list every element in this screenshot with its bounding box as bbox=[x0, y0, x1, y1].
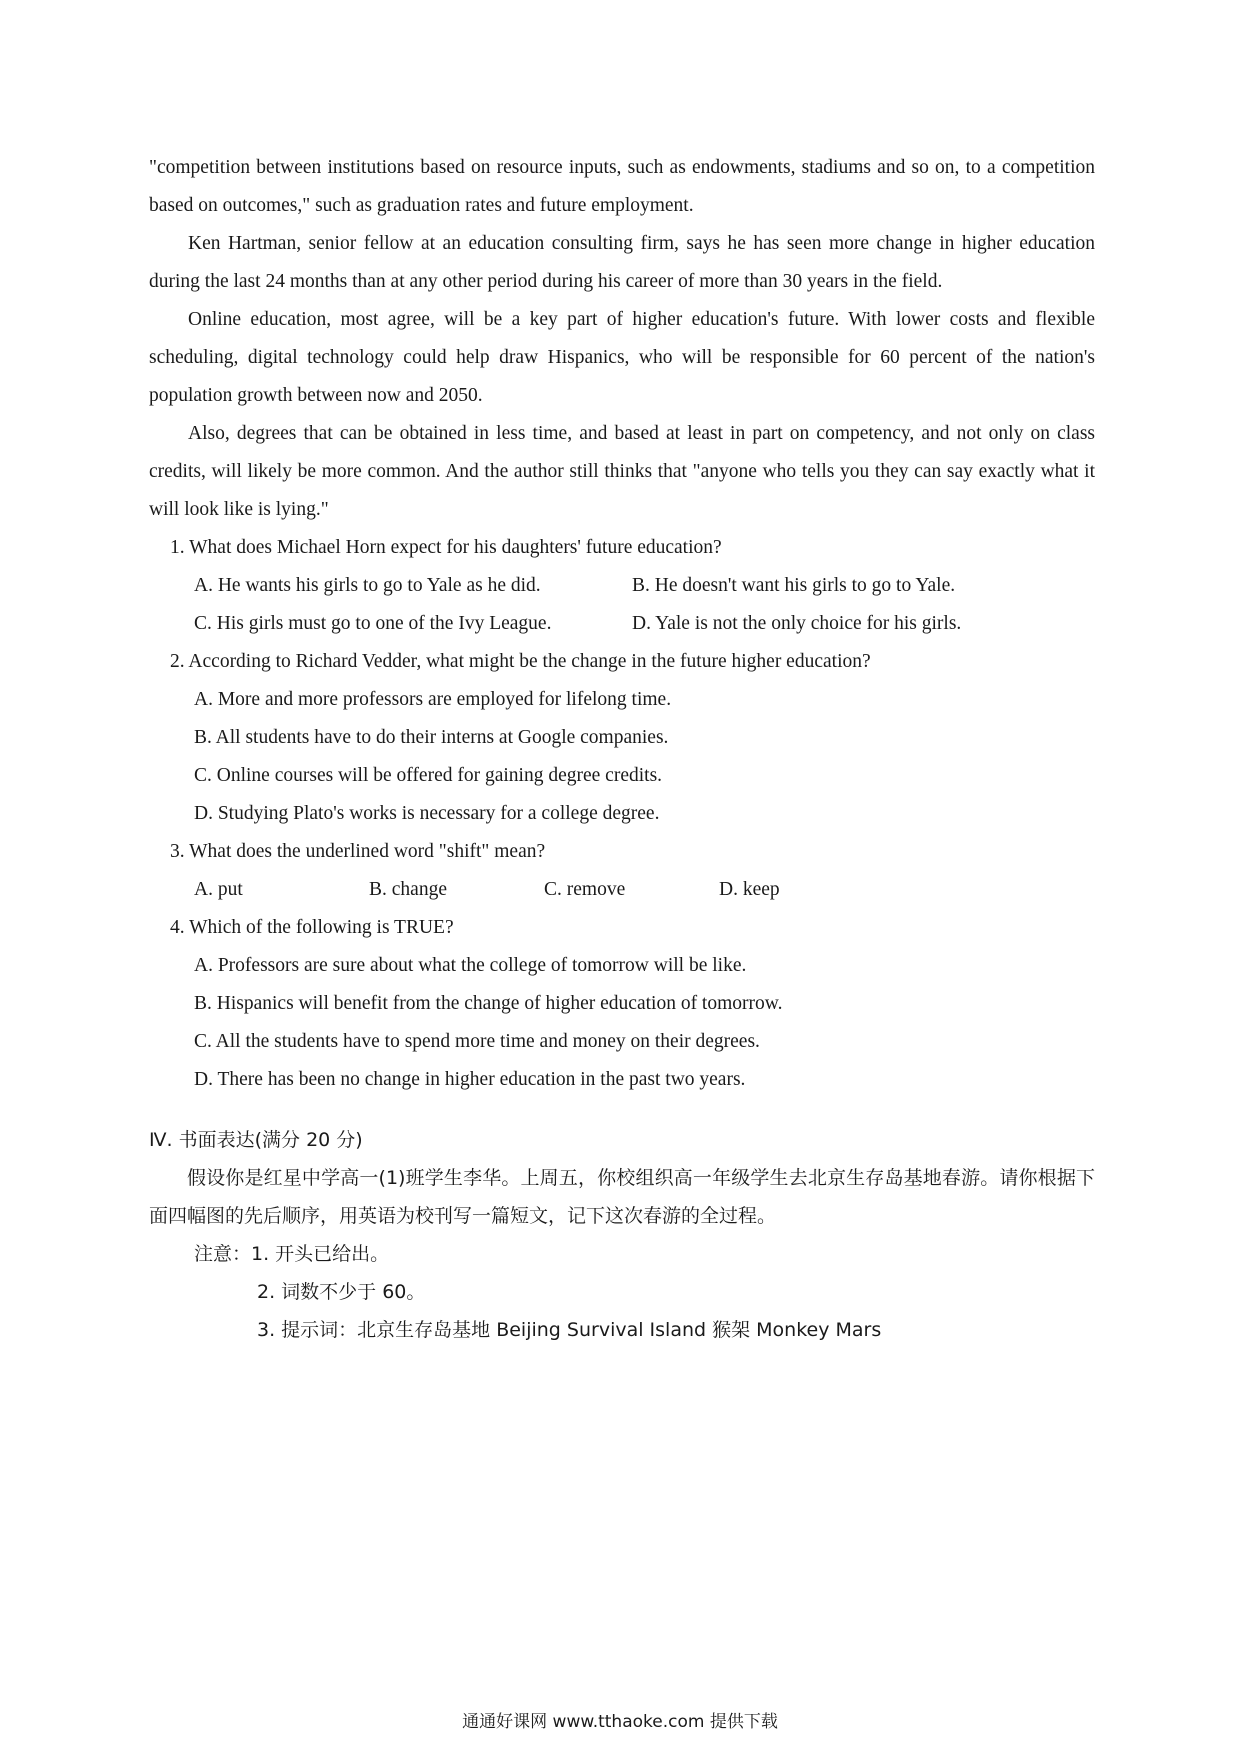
question-4-option-b: B. Hispanics will benefit from the change of higher education of tomorrow. bbox=[194, 993, 783, 1014]
writing-note-1: 注意：1. 开头已给出。 bbox=[194, 1243, 390, 1265]
question-2-option-c: C. Online courses will be offered for gaining degree credits. bbox=[194, 765, 663, 786]
document-page bbox=[149, 149, 1095, 1349]
question-3-option-d: D. keep bbox=[719, 879, 780, 900]
question-3-option-b: B. change bbox=[369, 879, 447, 900]
question-2-stem: 2. According to Richard Vedder, what might be the change in the future higher education? bbox=[170, 651, 871, 672]
question-4-option-c: C. All the students have to spend more time and money on their degrees. bbox=[194, 1031, 760, 1052]
question-3-stem: 3. What does the underlined word "shift" mean? bbox=[170, 841, 546, 862]
writing-section-heading: Ⅳ. 书面表达(满分 20 分) bbox=[149, 1129, 363, 1151]
writing-note-2: 2. 词数不少于 60。 bbox=[257, 1281, 426, 1303]
question-1-option-b: B. He doesn't want his girls to go to Yale. bbox=[632, 575, 956, 596]
question-1-option-d: D. Yale is not the only choice for his girls. bbox=[632, 613, 962, 634]
question-1-option-a: A. He wants his girls to go to Yale as he did. bbox=[194, 575, 541, 596]
question-1-option-c: C. His girls must go to one of the Ivy League. bbox=[194, 613, 552, 634]
question-2-option-a: A. More and more professors are employed for lifelong time. bbox=[194, 689, 672, 710]
question-1-stem: 1. What does Michael Horn expect for his daughters' future education? bbox=[170, 537, 722, 558]
passage-paragraph-3: Online education, most agree, will be a key part of higher education's future. With lower costs and flexible scheduling, digital technology could help draw Hispanics, who will be responsible for 60 percent of the nation's population growth between now and 2050. bbox=[149, 309, 1095, 406]
question-1-options-row-2 bbox=[194, 605, 1095, 643]
question-3-options-row bbox=[194, 871, 1095, 909]
page-footer: 通通好课网 www.tthaoke.com 提供下载 bbox=[462, 1712, 778, 1732]
question-4-option-d: D. There has been no change in higher education in the past two years. bbox=[194, 1069, 746, 1090]
question-2-option-d: D. Studying Plato's works is necessary for a college degree. bbox=[194, 803, 660, 824]
writing-note-3: 3. 提示词：北京生存岛基地 Beijing Survival Island 猴架 Monkey Mars bbox=[257, 1319, 882, 1341]
question-2-option-b: B. All students have to do their interns at Google companies. bbox=[194, 727, 669, 748]
question-4-option-a: A. Professors are sure about what the college of tomorrow will be like. bbox=[194, 955, 747, 976]
passage-paragraph-2: Ken Hartman, senior fellow at an education consulting firm, says he has seen more change in higher education during the last 24 months than at any other period during his career of more than 30 years in the field. bbox=[149, 233, 1095, 292]
passage-paragraph-4: Also, degrees that can be obtained in less time, and based at least in part on competency, and not only on class credits, will likely be more common. And the author still thinks that "anyone who tells you they can say exactly what it will look like is lying." bbox=[149, 423, 1095, 520]
question-4-stem: 4. Which of the following is TRUE? bbox=[170, 917, 454, 938]
question-3-option-c: C. remove bbox=[544, 879, 626, 900]
writing-prompt: 假设你是红星中学高一(1)班学生李华。上周五，你校组织高一年级学生去北京生存岛基地春游。请你根据下面四幅图的先后顺序，用英语为校刊写一篇短文，记下这次春游的全过程。 bbox=[149, 1167, 1095, 1227]
question-1-options-row-1 bbox=[194, 567, 1095, 605]
question-3-option-a: A. put bbox=[194, 879, 243, 900]
passage-paragraph-1: "competition between institutions based on resource inputs, such as endowments, stadiums and so on, to a competition based on outcomes," such as graduation rates and future employment. bbox=[149, 157, 1095, 216]
